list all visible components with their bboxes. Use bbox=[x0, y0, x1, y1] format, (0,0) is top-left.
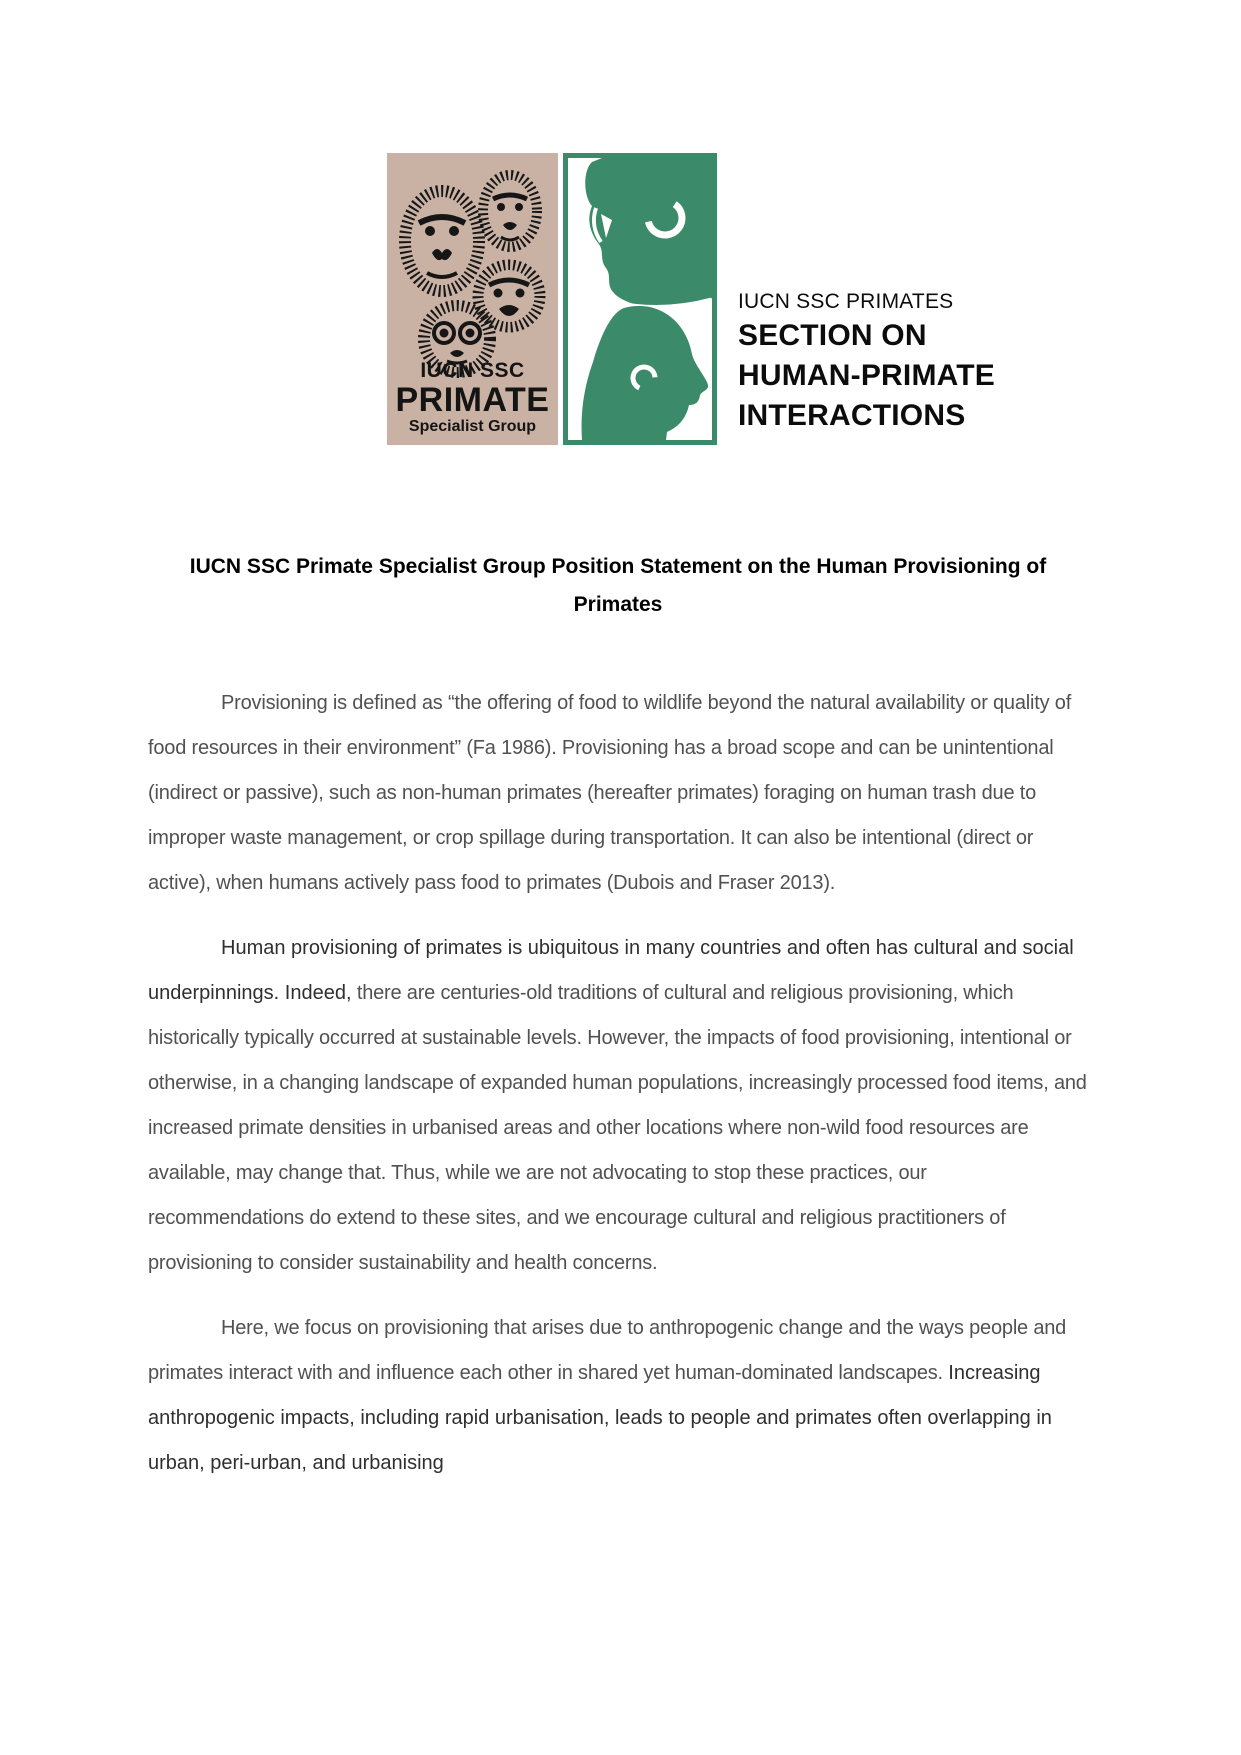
primate-specialist-group-logo bbox=[387, 153, 558, 445]
text-run-gray: there are centuries-old traditions of cultural and religious provisioning, which historically typically occurred at sustainable levels. However, the impacts of food provisioning, intentional or otherwise, in a changing landscape of expanded human populations, increasingly processed food items, and increased primate densities in urbanised areas and other locations where non-wild food resources are available, may change that. Thus, while we are not advocating to stop these practices, our recommendations do extend to these sites, and we encourage cultural and religious practitioners of provisioning to consider sustainability and health concerns. bbox=[148, 982, 1087, 1274]
paragraph-anthropogenic-change bbox=[148, 1306, 1088, 1486]
section-line-3: INTERACTIONS bbox=[738, 399, 966, 432]
paragraph-cultural-underpinnings bbox=[148, 926, 1088, 1286]
section-human-primate-logo bbox=[563, 153, 717, 445]
section-line-2: HUMAN-PRIMATE bbox=[738, 359, 996, 392]
document-body bbox=[148, 681, 1088, 1506]
paragraph-provisioning-definition bbox=[148, 681, 1088, 906]
document-title-line-1: IUCN SSC Primate Specialist Group Position Statement on the Human Provisioning of bbox=[189, 555, 1047, 578]
text-run-black: Increasing anthropogenic impacts, including rapid urbanisation, leads to people and primates often overlapping in urban, peri-urban, and urbanising bbox=[148, 1362, 1052, 1474]
text-run-gray: Here, we focus on provisioning that arises due to anthropogenic change and the ways people and primates interact with and influence each other in shared yet human-dominated landscapes. bbox=[148, 1317, 1067, 1384]
psg-logo-text-iucn-ssc: IUCN SSC bbox=[420, 359, 525, 382]
monkey-human-silhouette bbox=[568, 158, 712, 440]
psg-logo-text-specialist-group: Specialist Group bbox=[408, 418, 537, 435]
text-run-black: Human provisioning of primates is ubiquitous in many countries and often has cultural and social underpinnings. Indeed, bbox=[148, 937, 1074, 1004]
psg-logo-text-primate: PRIMATE bbox=[395, 381, 550, 419]
text-run-gray: Provisioning is defined as “the offering of food to wildlife beyond the natural availability or quality of food resources in their environment” (Fa 1986). Provisioning has a broad scope and can be unintentional (indirect or passive), such as non-human primates (hereafter primates) foraging on human trash due to improper waste management, or crop spillage during transportation. It can also be intentional (direct or active), when humans actively pass food to primates (Dubois and Fraser 2013). bbox=[148, 692, 1072, 894]
section-kicker: IUCN SSC PRIMATES bbox=[738, 290, 954, 313]
document-title-line-2: Primates bbox=[573, 593, 663, 616]
document-title bbox=[148, 548, 1088, 624]
section-line-1: SECTION ON bbox=[738, 319, 927, 352]
logo-cluster bbox=[387, 153, 996, 445]
